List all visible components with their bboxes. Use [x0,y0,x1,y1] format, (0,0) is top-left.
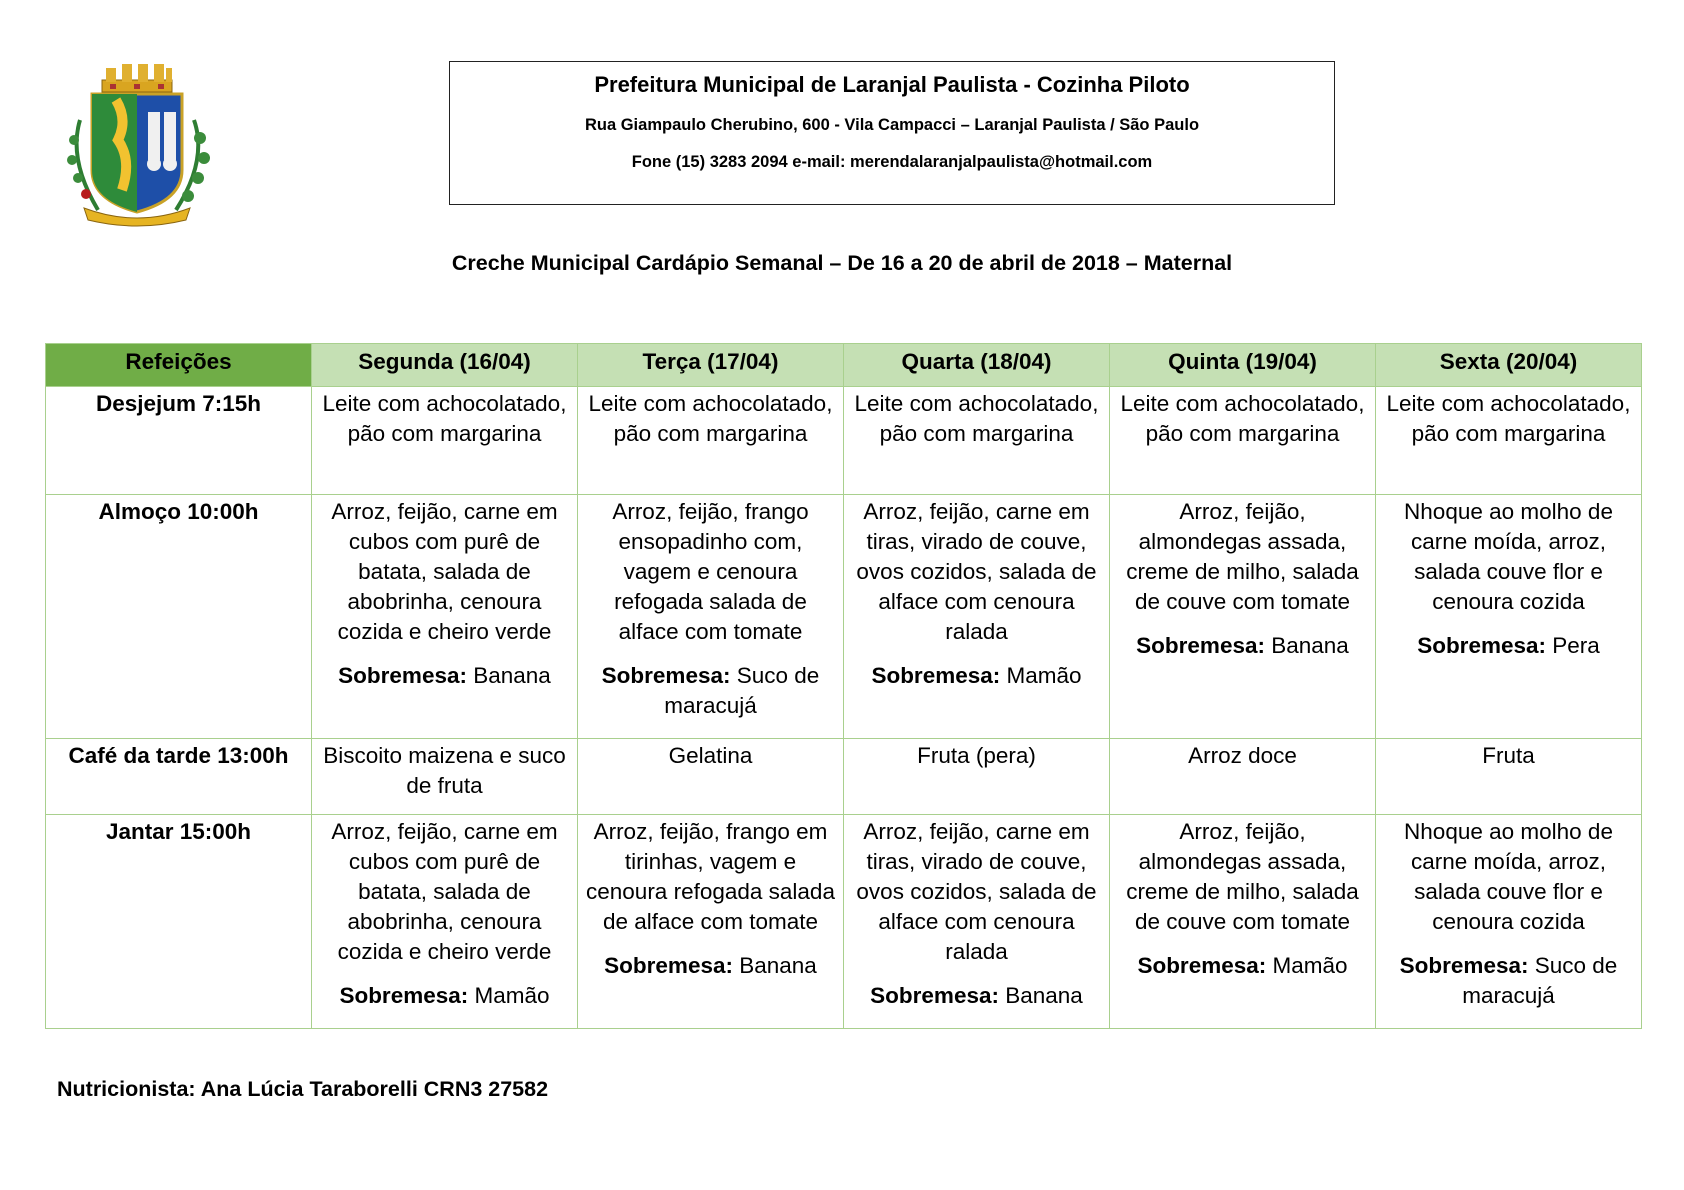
dessert-value: Banana [1271,633,1349,658]
menu-item-text: Fruta (pera) [917,743,1036,768]
menu-cell [578,387,844,495]
municipal-coat-of-arms-icon [58,60,216,228]
menu-cell [844,815,1110,1029]
institution-address: Rua Giampaulo Cherubino, 600 - Vila Campacci – Laranjal Paulista / São Paulo [584,116,1200,134]
menu-cell [1110,739,1376,815]
menu-item-text: Leite com achocolatado, pão com margarina [854,391,1099,446]
menu-cell [312,387,578,495]
institution-title: Prefeitura Municipal de Laranjal Paulista - Cozinha Piloto [594,72,1190,97]
document-title: Creche Municipal Cardápio Semanal – De 16 a 20 de abril de 2018 – Maternal [451,251,1233,275]
menu-cell [312,739,578,815]
dessert-label: Sobremesa: [604,953,733,978]
table-row [46,739,1642,815]
dessert-line [1118,631,1367,661]
menu-cell [1376,387,1642,495]
menu-item-text: Leite com achocolatado, pão com margarina [1386,391,1631,446]
dessert-line [320,661,569,691]
dessert-label: Sobremesa: [1136,633,1265,658]
menu-cell [844,495,1110,739]
dessert-label: Sobremesa: [1399,953,1529,978]
column-header: Segunda (16/04) [312,344,578,387]
dessert-line [1384,631,1633,661]
dessert-line [586,661,835,721]
menu-cell [844,739,1110,815]
table-row [46,495,1642,739]
nutritionist-signature: Nutricionista: Ana Lúcia Taraborelli CRN3 27582 [57,1077,549,1101]
table-row [46,815,1642,1029]
menu-item-text: Gelatina [668,743,753,768]
menu-cell [578,739,844,815]
menu-item-text: Leite com achocolatado, pão com margarina [322,391,567,446]
dessert-label: Sobremesa: [870,983,999,1008]
menu-cell [312,495,578,739]
menu-item-text: Arroz, feijão, frango em tirinhas, vagem e cenoura refogada salada de alface com tomate [586,819,835,934]
dessert-line [852,661,1101,691]
menu-item-text: Arroz, feijão, almondegas assada, creme de milho, salada de couve com tomate [1126,499,1359,614]
menu-cell [844,387,1110,495]
dessert-line [320,981,569,1011]
menu-cell [1376,495,1642,739]
menu-item-text: Nhoque ao molho de carne moída, arroz, salada couve flor e cenoura cozida [1404,819,1613,934]
dessert-line [586,951,835,981]
menu-cell [1376,739,1642,815]
menu-cell [578,815,844,1029]
column-header: Quinta (19/04) [1110,344,1376,387]
dessert-value: Mamão [1006,663,1082,688]
header-box [449,61,1335,205]
dessert-value: Banana [739,953,817,978]
column-header: Terça (17/04) [578,344,844,387]
dessert-line [1384,951,1633,1011]
menu-item-text: Leite com achocolatado, pão com margarina [588,391,833,446]
meal-name: Almoço 10:00h [46,495,312,739]
menu-item-text: Arroz doce [1188,743,1297,768]
menu-item-text: Arroz, feijão, carne em cubos com purê de batata, salada de abobrinha, cenoura cozida e cheiro verde [331,499,558,644]
table-header-row [46,344,1642,387]
menu-table [45,343,1642,1029]
menu-item-text: Leite com achocolatado, pão com margarina [1120,391,1365,446]
menu-item-text: Nhoque ao molho de carne moída, arroz, salada couve flor e cenoura cozida [1404,499,1613,614]
menu-item-text: Arroz, feijão, carne em cubos com purê de batata, salada de abobrinha, cenoura cozida e cheiro verde [331,819,558,964]
dessert-line [852,981,1101,1011]
menu-item-text: Biscoito maizena e suco de fruta [323,743,566,798]
dessert-label: Sobremesa: [1137,953,1267,978]
column-header: Sexta (20/04) [1376,344,1642,387]
meal-name: Café da tarde 13:00h [46,739,312,815]
dessert-label: Sobremesa: [338,663,467,688]
dessert-label: Sobremesa: [871,663,1001,688]
crown-icon [102,64,172,92]
menu-cell [1110,815,1376,1029]
dessert-value: Mamão [474,983,550,1008]
dessert-label: Sobremesa: [1417,633,1546,658]
dessert-value: Suco de maracujá [1462,953,1618,1008]
table-row [46,387,1642,495]
dessert-value: Banana [473,663,551,688]
dessert-label: Sobremesa: [339,983,469,1008]
column-header: Quarta (18/04) [844,344,1110,387]
menu-cell [578,495,844,739]
dessert-value: Banana [1005,983,1083,1008]
institution-contact: Fone (15) 3283 2094 e-mail: merendalaranjalpaulista@hotmail.com [631,153,1153,171]
menu-cell [1110,495,1376,739]
menu-cell [312,815,578,1029]
menu-cell [1376,815,1642,1029]
menu-cell [1110,387,1376,495]
menu-item-text: Arroz, feijão, carne em tiras, virado de couve, ovos cozidos, salada de alface com cenoura ralada [856,819,1097,964]
dessert-value: Suco de maracujá [664,663,820,718]
dessert-value: Mamão [1272,953,1348,978]
menu-item-text: Arroz, feijão, carne em tiras, virado de couve, ovos cozidos, salada de alface com cenoura ralada [856,499,1097,644]
meal-name: Desjejum 7:15h [46,387,312,495]
dessert-label: Sobremesa: [601,663,731,688]
menu-item-text: Arroz, feijão, almondegas assada, creme de milho, salada de couve com tomate [1126,819,1359,934]
menu-item-text: Fruta [1482,743,1535,768]
dessert-line [1118,951,1367,981]
column-header: Refeições [46,344,312,387]
meal-name: Jantar 15:00h [46,815,312,1029]
menu-item-text: Arroz, feijão, frango ensopadinho com, vagem e cenoura refogada salada de alface com tomate [612,499,809,644]
dessert-value: Pera [1552,633,1600,658]
